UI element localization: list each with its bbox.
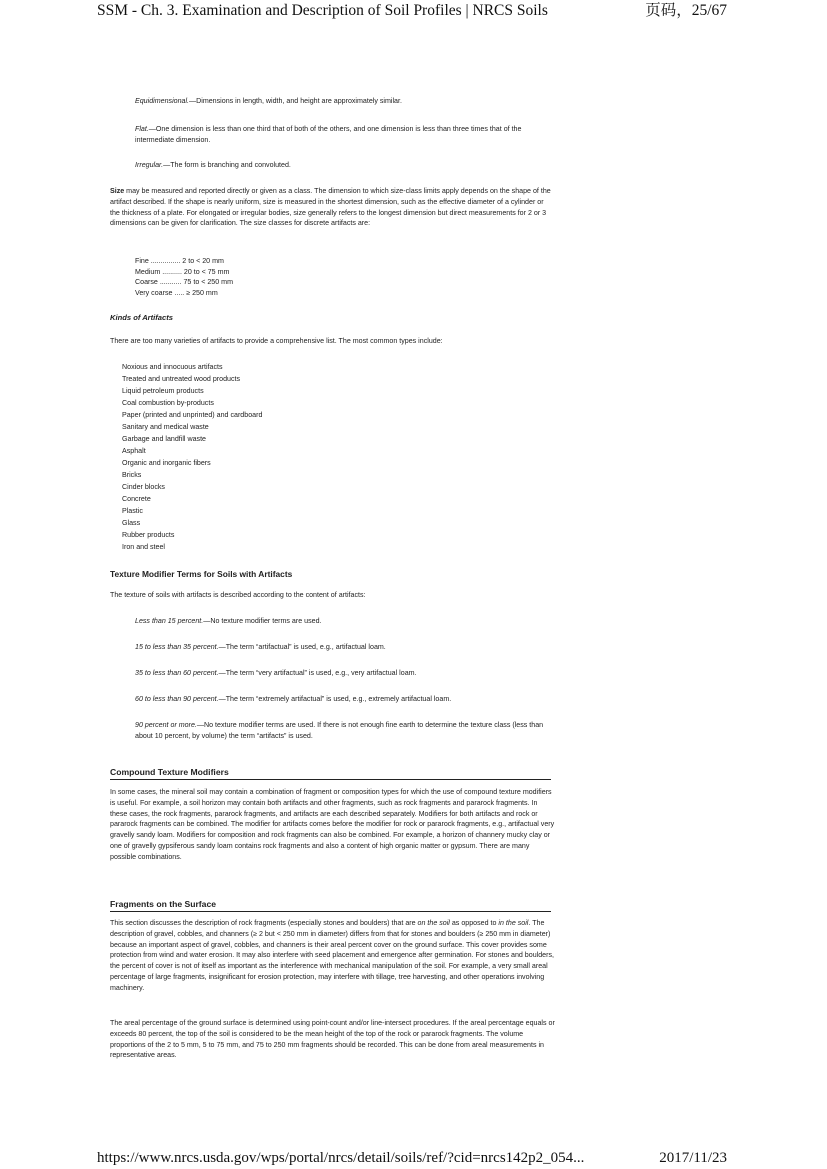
source-url: https://www.nrcs.usda.gov/wps/portal/nrcs/detail/soils/ref/?cid=nrcs142p2_054... xyxy=(97,1150,585,1166)
texture-heading: Texture Modifier Terms for Soils with Artifacts xyxy=(110,569,293,579)
text-run: on the soil xyxy=(417,919,450,927)
list-item: Noxious and innocuous artifacts xyxy=(122,363,223,371)
term-label: 90 percent or more. xyxy=(135,721,197,729)
list-item: Asphalt xyxy=(122,447,146,455)
definition-text: —The term “extremely artifactual” is used, e.g., extremely artifactual loam. xyxy=(218,695,452,703)
term-label: 15 to less than 35 percent. xyxy=(135,643,219,651)
definition-text: —The term “artifactual” is used, e.g., artifactual loam. xyxy=(218,643,386,651)
texture-term-less-15 xyxy=(135,616,555,627)
texture-term-35-60 xyxy=(135,668,555,679)
size-class-coarse: Coarse ........... 75 to < 250 mm xyxy=(135,278,233,287)
text-run: as opposed to xyxy=(449,919,499,927)
text-run: This section discusses the description of rock fragments (especially stones and boulders) that are xyxy=(110,919,418,927)
list-item: Treated and untreated wood products xyxy=(122,375,241,383)
list-item: Iron and steel xyxy=(122,543,165,551)
texture-intro: The texture of soils with artifacts is described according to the content of artifacts: xyxy=(110,591,366,599)
list-item: Sanitary and medical waste xyxy=(122,423,209,431)
compound-paragraph: In some cases, the mineral soil may contain a combination of fragment or composition types for which the use of compound texture modifiers is useful. For example, a soil horizon may contain both artifacts and other fragments, such as rock fragments and pararock fragments. In these cases, the rock fragments, pararock fragments, and artifacts are each described separately. Modifiers for both artifacts and rock or pararock fragments can be combined. The modifier for artifacts comes before the modifier for rock or pararock fragments, e.g., artifactual very gravelly sandy loam. Modifiers for composition and rock fragments can also be combined. For example, a horizon of channery mucky clay or one of gravelly gypsiferous sandy loam contains rock fragments and also a content of high organic matter or gypsum. There are many possible combinations. xyxy=(110,788,555,861)
surface-heading: Fragments on the Surface xyxy=(110,899,551,912)
list-item: Bricks xyxy=(122,471,142,479)
definition-text: —Dimensions in length, width, and height are approximately similar. xyxy=(189,97,402,105)
list-item: Paper (printed and unprinted) and cardboard xyxy=(122,411,263,419)
kinds-intro: There are too many varieties of artifacts to provide a comprehensive list. The most common types include: xyxy=(110,337,443,345)
term-label: Less than 15 percent. xyxy=(135,617,204,625)
browser-print-title: SSM - Ch. 3. Examination and Description of Soil Profiles | NRCS Soils xyxy=(97,2,548,19)
surface-paragraph-1 xyxy=(110,918,555,994)
artifact-kinds-list xyxy=(122,361,567,553)
size-class-list xyxy=(135,256,555,299)
list-item: Plastic xyxy=(122,507,143,515)
list-item: Cinder blocks xyxy=(122,483,165,491)
term-label: 35 to less than 60 percent. xyxy=(135,669,219,677)
texture-term-90-plus xyxy=(135,720,555,742)
surface-paragraph-2: The areal percentage of the ground surface is determined using point-count and/or line-intersect procedures. If the areal percentage equals or exceeds 80 percent, the top of the soil is considered to be the mean height of the top of the rock or pararock fragments. The volume proportions of the 2 to 5 mm, 5 to 75 mm, and 75 to 250 mm fragments should be recorded. This can be done from areal measurements in representative areas. xyxy=(110,1019,555,1060)
compound-heading: Compound Texture Modifiers xyxy=(110,767,551,780)
page-indicator: 页码，25/67 xyxy=(645,2,727,19)
list-item: Liquid petroleum products xyxy=(122,387,204,395)
shape-irregular xyxy=(135,160,555,171)
list-item: Coal combustion by-products xyxy=(122,399,214,407)
list-item: Garbage and landfill waste xyxy=(122,435,206,443)
size-class-fine: Fine ............... 2 to < 20 mm xyxy=(135,257,224,265)
list-item: Glass xyxy=(122,519,141,527)
shape-flat xyxy=(135,124,555,146)
shape-equidimensional xyxy=(135,96,555,107)
texture-term-60-90 xyxy=(135,694,555,705)
term-label: Equidimensional. xyxy=(135,97,190,105)
term-label: Irregular. xyxy=(135,161,164,169)
list-item: Rubber products xyxy=(122,531,175,539)
size-class-very-coarse: Very coarse ..... ≥ 250 mm xyxy=(135,289,218,298)
size-term: Size xyxy=(110,187,125,195)
definition-text: —The term “very artifactual” is used, e.g., very artifactual loam. xyxy=(218,669,417,677)
print-date: 2017/11/23 xyxy=(659,1150,727,1166)
kinds-heading: Kinds of Artifacts xyxy=(110,313,174,322)
definition-text: —One dimension is less than one third that of both of the others, and one dimension is less than three times that of the intermediate dimension. xyxy=(135,125,522,144)
term-label: 60 to less than 90 percent. xyxy=(135,695,219,703)
definition-text: —The form is branching and convoluted. xyxy=(163,161,291,169)
term-label: Flat. xyxy=(135,125,149,133)
definition-text: —No texture modifier terms are used. If there is not enough fine earth to determine the texture class (less than about 10 percent, by volume) the term “artifacts” is used. xyxy=(135,721,544,740)
list-item: Organic and inorganic fibers xyxy=(122,459,211,467)
text-run: . The description of gravel, cobbles, and channers (≥ 2 but < 250 mm in diameter) differs from that for stones and boulders (≥ 250 mm in diameter) because an important aspect of gravel, cobbles, and channers is their areal percent cover on the ground surface. This cover provides some protection from wind and water erosion. It may also interfere with seed placement and emergence after germination. For stones and boulders, the percent of cover is not of itself as important as the interference with mechanical manipulation of the soil. For example, a very small areal percentage of large fragments, insignificant for erosion protection, may interfere with tillage, tree harvesting, and other operations involving machinery. xyxy=(110,919,554,992)
text-run: in the soil xyxy=(498,919,529,927)
size-paragraph xyxy=(110,186,555,229)
list-item: Concrete xyxy=(122,495,151,503)
definition-text: —No texture modifier terms are used. xyxy=(203,617,322,625)
size-text: may be measured and reported directly or given as a class. The dimension to which size-class limits apply depends on the shape of the artifact described. If the shape is nearly uniform, size is measured in the shortest dimension, such as the effective diameter of a cylinder or the thickness of a plate. For elongated or irregular bodies, size generally refers to the longest dimension but direct measurements for 2 or 3 dimensions can be given for clarification. The size classes for discrete artifacts are: xyxy=(110,187,551,228)
size-class-medium: Medium .......... 20 to < 75 mm xyxy=(135,267,230,276)
texture-term-15-35 xyxy=(135,642,555,653)
